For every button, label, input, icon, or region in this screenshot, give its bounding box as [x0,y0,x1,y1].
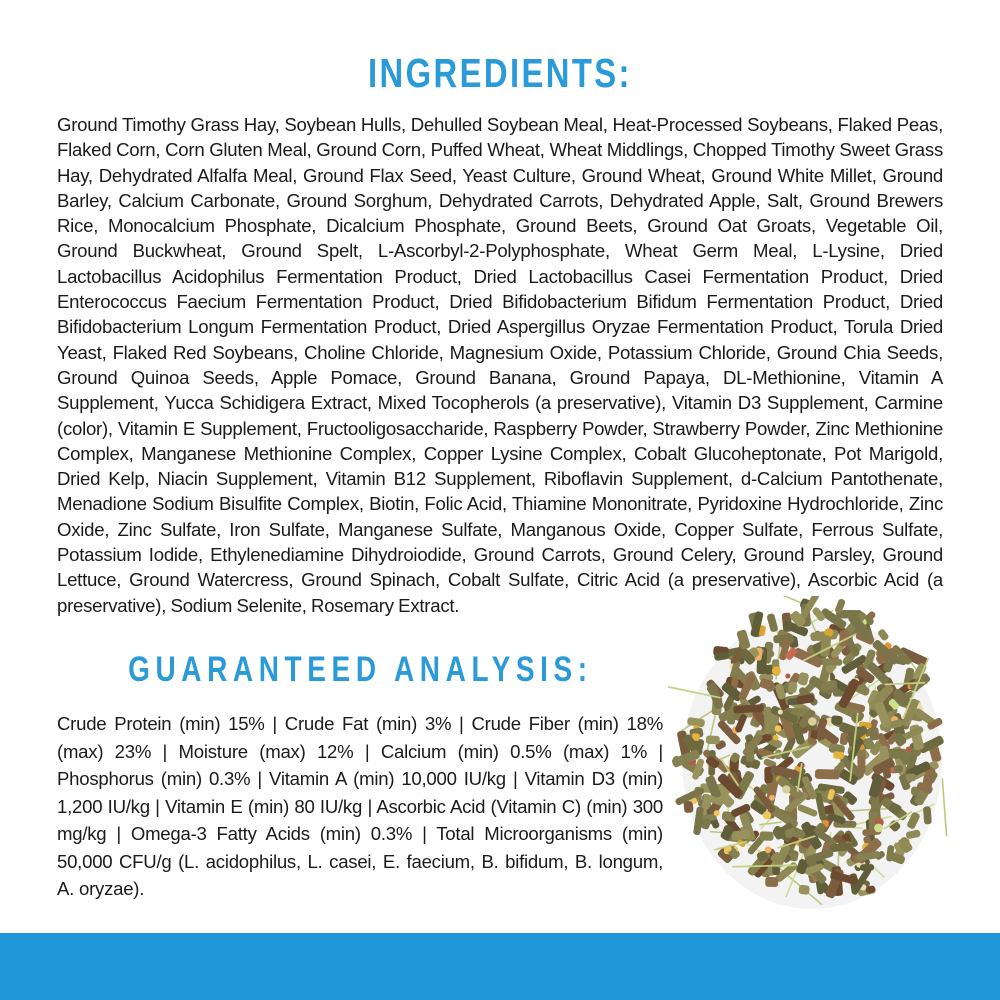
food-mix-pile-photo [668,596,958,912]
guaranteed-analysis-heading-row [57,650,663,690]
ingredients-paragraph: Ground Timothy Grass Hay, Soybean Hulls, Dehulled Soybean Meal, Heat-Processed Soybeans, Flaked Peas, Flaked Corn, Corn Gluten Meal, Ground Corn, Puffed Wheat, Wheat Middlings, Chopped Timothy Sweet Grass Hay, Dehydrated Alfalfa Meal, Ground Flax Seed, Yeast Culture, Ground Wheat, Ground White Millet, Ground Barley, Calcium Carbonate, Ground Sorghum, Dehydrated Carrots, Dehydrated Apple, Salt, Ground Brewers Rice, Monocalcium Phosphate, Dicalcium Phosphate, Ground Beets, Ground Oat Groats, Vegetable Oil, Ground Buckwheat, Ground Spelt, L-Ascorbyl-2-Polyphosphate, Wheat Germ Meal, L-Lysine, Dried Lactobacillus Acidophilus Fermentation Product, Dried Lactobacillus Casei Fermentation Product, Dried Enterococcus Faecium Fermentation Product, Dried Bifidobacterium Bifidum Fermentation Product, Dried Bifidobacterium Longum Fermentation Product, Dried Aspergillus Oryzae Fermentation Product, Torula Dried Yeast, Flaked Red Soybeans, Choline Chloride, Magnesium Oxide, Potassium Chloride, Ground Chia Seeds, Ground Quinoa Seeds, Apple Pomace, Ground Banana, Ground Papaya, DL-Methionine, Vitamin A Supplement, Yucca Schidigera Extract, Mixed Tocopherols (a preservative), Vitamin D3 Supplement, Carmine (color), Vitamin E Supplement, Fructooligosaccharide, Raspberry Powder, Strawberry Powder, Zinc Methionine Complex, Manganese Methionine Complex, Copper Lysine Complex, Cobalt Glucoheptonate, Pot Marigold, Dried Kelp, Niacin Supplement, Vitamin B12 Supplement, Riboflavin Supplement, d-Calcium Pantothenate, Menadione Sodium Bisulfite Complex, Biotin, Folic Acid, Thiamine Mononitrate, Pyridoxine Hydrochloride, Zinc Oxide, Zinc Sulfate, Iron Sulfate, Manganese Sulfate, Manganous Oxide, Copper Sulfate, Ferrous Sulfate, Potassium Iodide, Ethylenediamine Dihydroiodide, Ground Carrots, Ground Celery, Ground Parsley, Ground Lettuce, Ground Watercress, Ground Spinach, Cobalt Sulfate, Citric Acid (a preservative), Ascorbic Acid (a preservative), Sodium Selenite, Rosemary Extract. [57,114,943,616]
guaranteed-analysis-paragraph: Crude Protein (min) 15% | Crude Fat (min) 3% | Crude Fiber (min) 18% (max) 23% | Moisture (max) 12% | Calcium (min) 0.5% (max) 1% | Phosphorus (min) 0.3% | Vitamin A (min) 10,000 IU/kg | Vitamin D3 (min) 1,200 IU/kg | Vitamin E (min) 80 IU/kg | Ascorbic Acid (Vitamin C) (min) 300 mg/kg | Omega-3 Fatty Acids (min) 0.3% | Total Microorganisms (min) 50,000 CFU/g (L. acidophilus, L. casei, E. faecium, B. bifidum, B. longum, A. oryzae). [57,713,663,899]
guaranteed-analysis-section [57,650,663,903]
guaranteed-analysis-heading: GUARANTEED ANALYSIS: [127,650,593,689]
ingredients-heading-row [0,50,1000,97]
ingredients-heading: INGREDIENTS: [368,50,632,96]
footer-color-bar [0,933,1000,1000]
